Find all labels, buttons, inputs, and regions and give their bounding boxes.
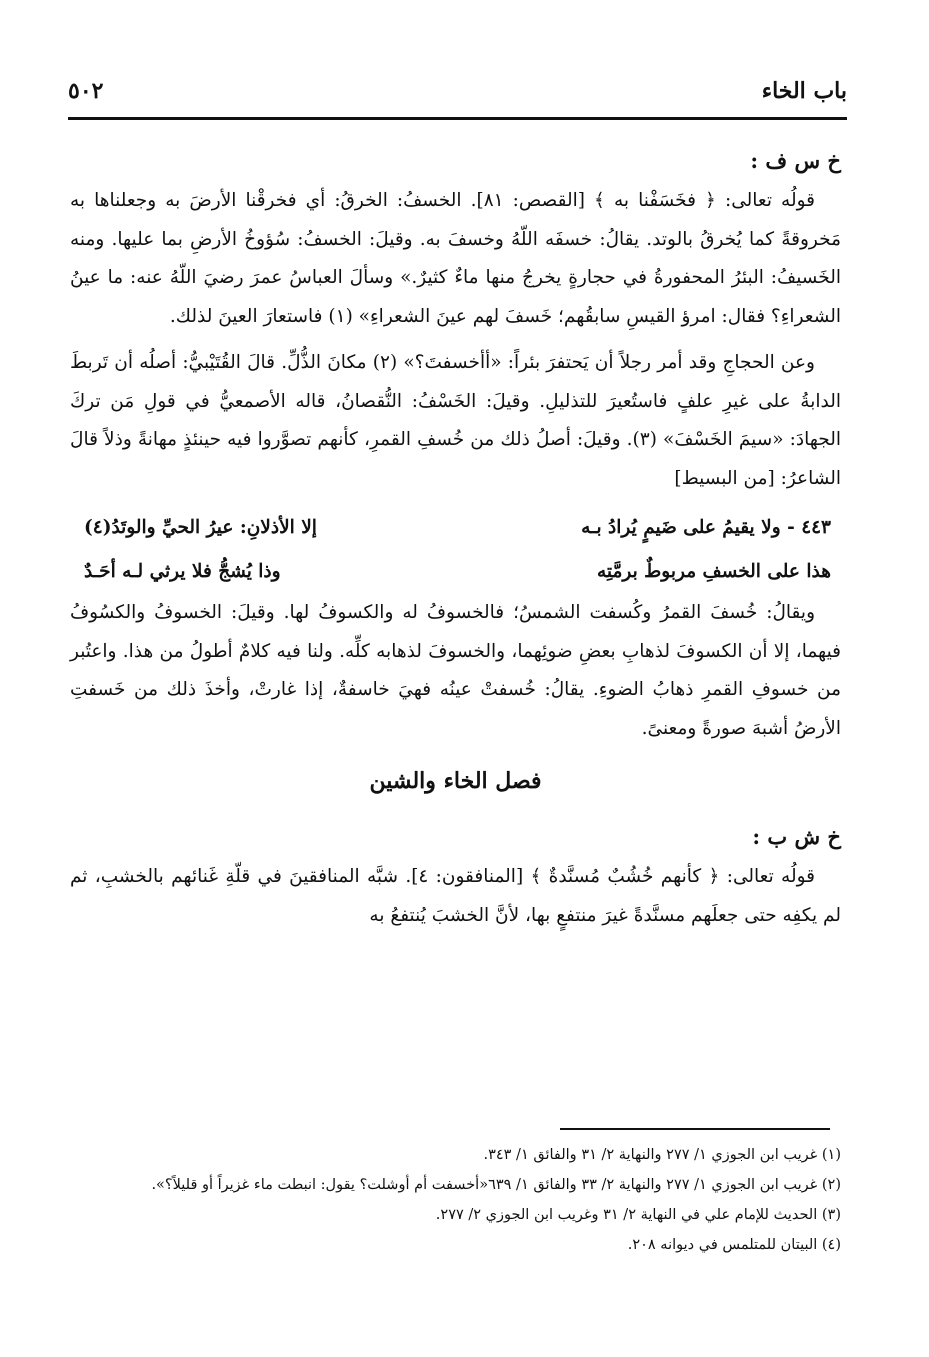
page-body: [70, 140, 841, 943]
footnote-rule: [560, 1128, 830, 1130]
verse-hemistich-second: إلا الأذلانِ: عيرُ الحيِّ والوتَدُ(٤): [84, 517, 317, 538]
root-heading: خ س ف :: [750, 148, 841, 173]
paragraph: قولُه تعالى: ﴿ فخَسَفْنا به ﴾ [القصص: ٨١]. الخسفُ: الخرقُ: أي فخرقْنا الأرضَ به وجعلناها به مَخروقةً كما يُخرقُ بالوتد. يقالُ: خسفَه اللّهُ وخسفَ به. وقيلَ: الخسفُ: سُؤوخُ الأرضِ بما عليها. ومنه الخَسيفُ: البئرُ المحفورةُ في حجارةٍ يخرجُ منها ماءٌ كثيرٌ.» وسألَ العباسُ عمرَ رضيَ اللّهُ عنه: ما عينُ الشعراءِ؟ فقال: امرؤ القيسِ سابقُهم؛ خَسفَ لهم عينَ الشعراءِ» (١) فاستعارَ العينَ لذلك.: [70, 190, 841, 327]
verse-hemistich-first: هذا على الخسفِ مربوطٌ برمَّتِه: [596, 561, 831, 582]
verse-hemistich-first: ٤٤٣ - ولا يقيمُ على ضَيمٍ يُرادُ بـه: [581, 517, 831, 538]
section-title: فصل الخاء والشين: [369, 768, 542, 794]
verse-hemistich-second: وذا يُشجُّ فلا يرثي لـه أحَـدٌ: [84, 561, 281, 582]
root-heading: خ ش ب :: [752, 824, 841, 849]
page-number: ٥٠٢: [68, 78, 104, 104]
paragraph: وعن الحجاجِ وقد أمر رجلاً أن يَحتفرَ بئراً: «أأخسفتَ؟» (٢) مكانَ الذُّلِّ. قالَ القُتَيْبيُّ: أصلُه أن تَربطَ الدابةُ على غيرِ علفٍ فاستُعيرَ للتذليلِ. وقيلَ: الخَسْفُ: النُّقصانُ، قاله الأصمعيُّ في قولِ مَن تركَ الجهادَ: «سيمَ الخَسْفَ» (٣). وقيلَ: أصلُ ذلك من خُسفِ القمرِ، كأنهم تصوَّروا فيه حينئذٍ مهانةً وذلاً قالَ الشاعرُ: [من البسيط]: [70, 352, 841, 489]
page-header: [68, 68, 847, 114]
paragraph: ويقالُ: خُسفَ القمرُ وكُسفت الشمسُ؛ فالخسوفُ له والكسوفُ لها. وقيلَ: الخسوفُ والكسُوفُ فيهما، إلا أن الكسوفَ لذهابِ بعضِ ضوئِهما، والخسوفَ لذهابه كلِّه. ولنا فيه كلامٌ أطولُ من هذا. واعتُبر من خسوفِ القمرِ ذهابُ الضوءِ. يقالُ: خُسفتْ عينُه فهيَ خاسفةٌ، إذا غارتْ، وأخذَ ذلك من خَسفتِ الأرضُ أشبهَ صورةً ومعنىً.: [70, 602, 841, 739]
footnote: (٤) البيتان للمتلمس في ديوانه ٢٠٨.: [627, 1237, 841, 1253]
footnote: (٢) غريب ابن الجوزي ١/ ٢٧٧ والنهاية ٢/ ٣٣ والفائق ١/ ٦٣٩«أخسفت أم أوشلت؟ يقول: انبطت ماء غزيراً أو قليلاً؟».: [151, 1177, 841, 1193]
verse-line: [70, 550, 841, 594]
footnote: (١) غريب ابن الجوزي ١/ ٢٧٧ والنهاية ٢/ ٣١ والفائق ١/ ٣٤٣.: [483, 1147, 841, 1163]
chapter-title: باب الخاء: [761, 78, 847, 104]
verse-line: [70, 506, 841, 550]
footnote: (٣) الحديث للإمام علي في النهاية ٢/ ٣١ وغريب ابن الجوزي ٢/ ٢٧٧.: [435, 1207, 841, 1223]
paragraph: قولُه تعالى: ﴿ كأنهم خُشُبٌ مُسنَّدةٌ ﴾ [المنافقون: ٤]. شبَّه المنافقينَ في قلّةِ غَنائهم بالخشبِ، ثم لم يكفِه حتى جعلَهم مسنَّدةً غيرَ منتفعٍ بها، لأنَّ الخشبَ يُنتفعُ به: [70, 866, 841, 926]
footnotes: [70, 1140, 841, 1260]
header-rule: [68, 117, 847, 120]
